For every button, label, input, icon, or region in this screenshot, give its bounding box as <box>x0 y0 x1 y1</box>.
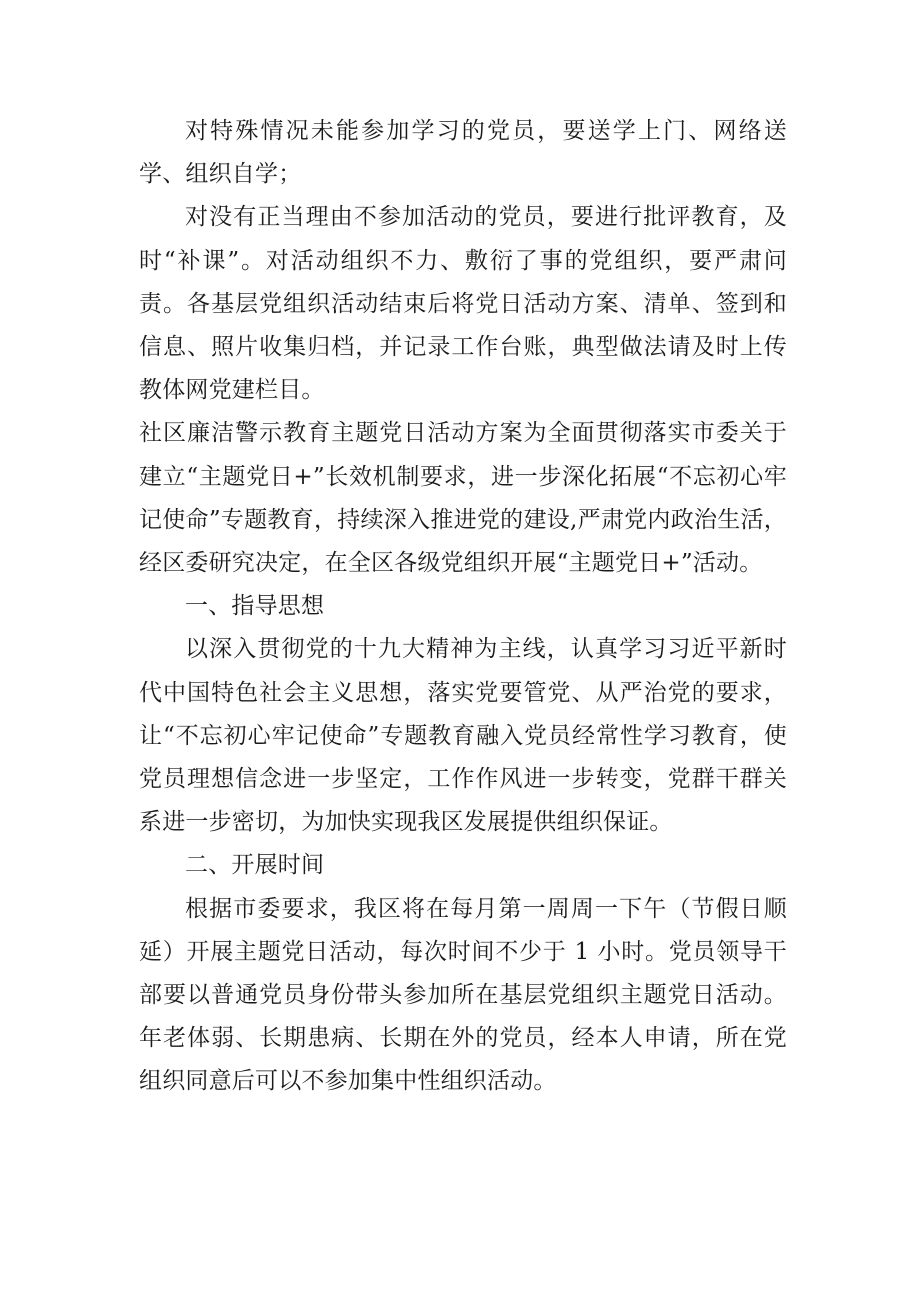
paragraph-study-absentees: 对特殊情况未能参加学习的党员，要送学上门、网络送学、组织自学； <box>139 118 787 188</box>
paragraph-guiding-ideology: 以深入贯彻党的十九大精神为主线，认真学习习近平新时代中国特色社会主义思想，落实党要管党、从严治党的要求，让“不忘初心牢记使命”专题教育融入党员经常性学习教育，使党员理想信念进一步坚定，工作作风进一步转变，党群干群关系进一步密切，为加快实现我区发展提供组织保证。 <box>139 636 787 836</box>
paragraph-activity-plan-intro: 社区廉洁警示教育主题党日活动方案为全面贯彻落实市委关于建立“主题党日+”长效机制要求，进一步深化拓展“不忘初心牢记使命”专题教育，持续深入推进党的建设,严肃党内政治生活，经区委研究决定，在全区各级党组织开展“主题党日+”活动。 <box>139 420 787 577</box>
heading-guiding-ideology: 一、指导思想 <box>185 593 325 620</box>
paragraph-schedule: 根据市委要求，我区将在每月第一周周一下午（节假日顺延）开展主题党日活动，每次时间不少于 1 小时。党员领导干部要以普通党员身份带头参加所在基层党组织主题党日活动。年老体弱、长期患病、长期在外的党员，经本人申请，所在党组织同意后可以不参加集中性组织活动。 <box>139 895 787 1095</box>
heading-schedule: 二、开展时间 <box>185 852 325 879</box>
document-body <box>139 110 787 1104</box>
paragraph-criticism-education: 对没有正当理由不参加活动的党员，要进行批评教育，及时“补课”。对活动组织不力、敷衍了事的党组织，要严肃问责。各基层党组织活动结束后将党日活动方案、清单、签到和信息、照片收集归档，并记录工作台账，典型做法请及时上传教体网党建栏目。 <box>139 204 787 404</box>
